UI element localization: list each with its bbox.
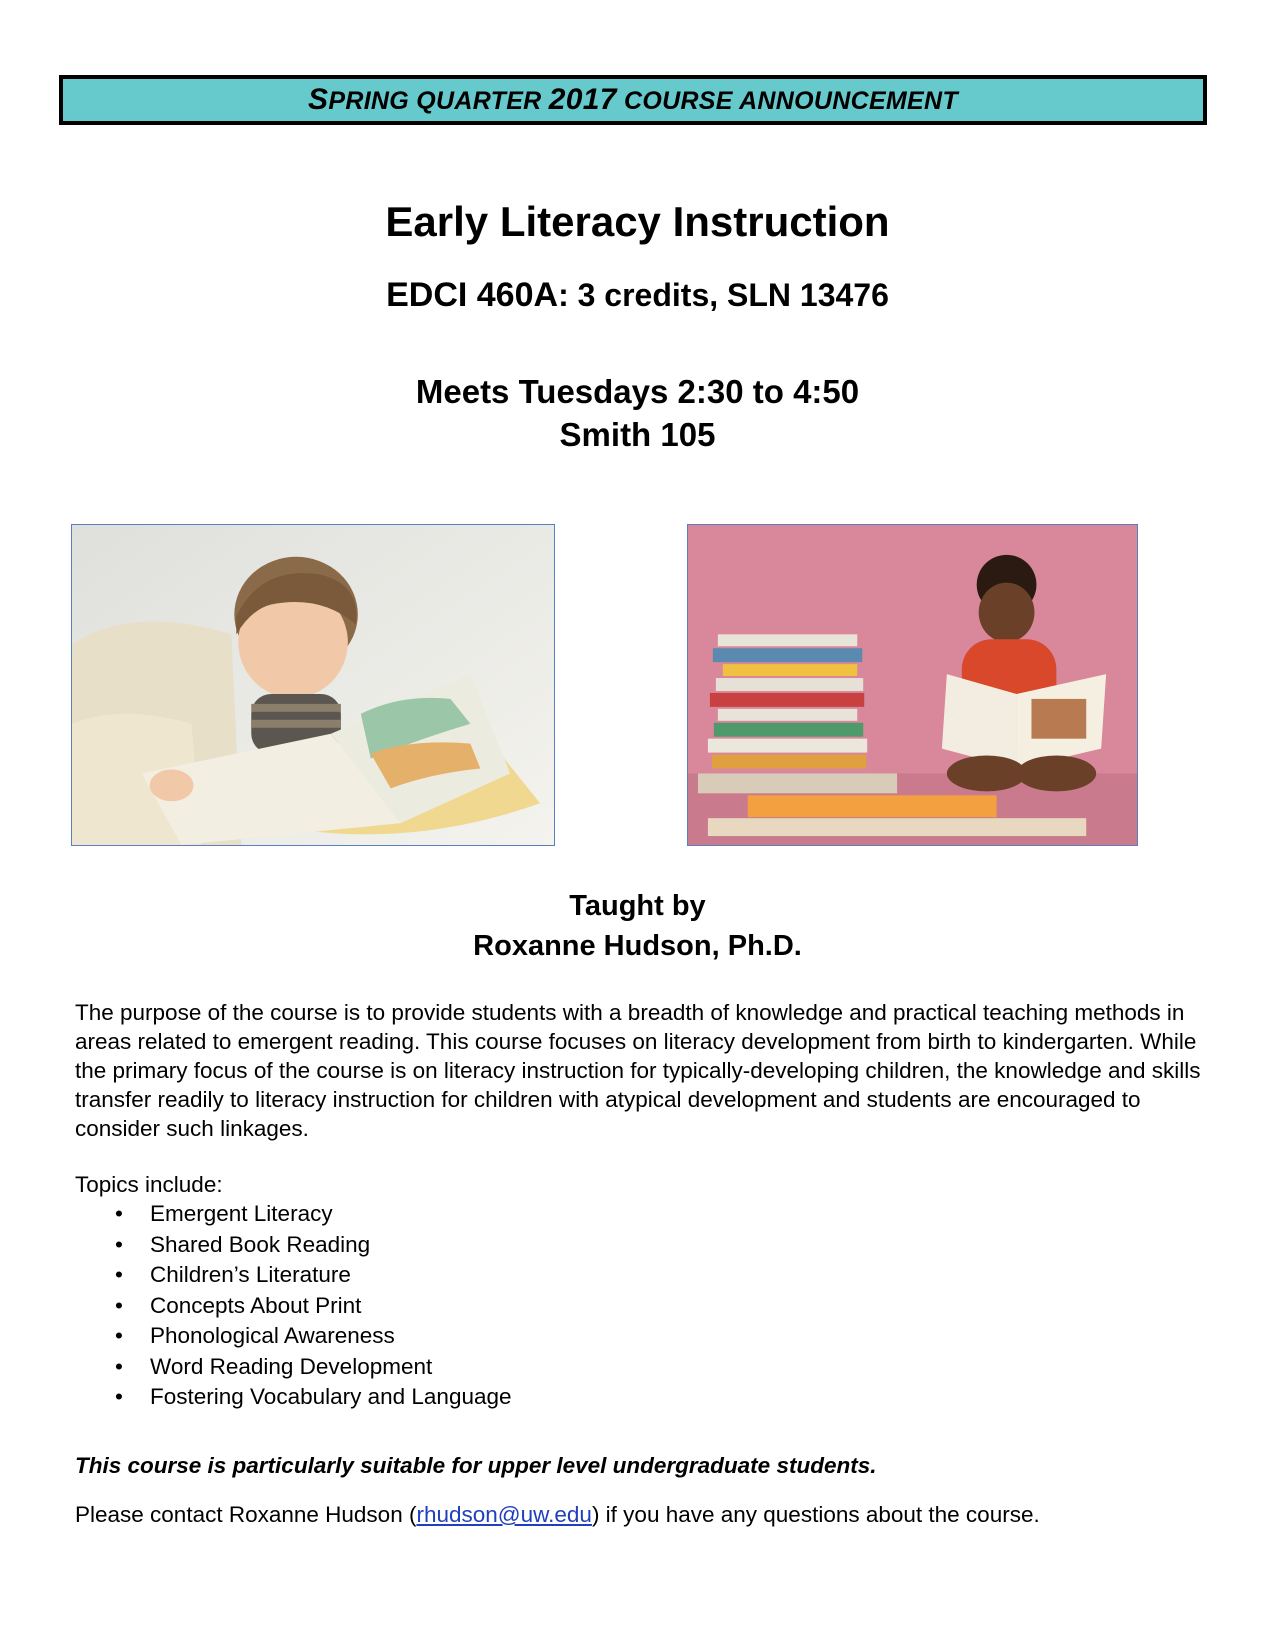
course-details: : 3 credits, SLN 13476 — [558, 277, 889, 313]
list-item: • Emergent Literacy — [75, 1199, 512, 1230]
topics-label: Topics include: — [75, 1172, 223, 1197]
suitability-note: This course is particularly suitable for upper level undergraduate students. — [75, 1453, 877, 1478]
topics-list — [75, 1199, 512, 1413]
child-reading-photo-right — [687, 524, 1138, 846]
meeting-room: Smith 105 — [559, 416, 716, 453]
child-on-couch-image — [72, 525, 554, 845]
child-with-books-image — [688, 525, 1137, 845]
taught-by-label: Taught by — [569, 890, 706, 922]
list-item: • Fostering Vocabulary and Language — [75, 1382, 512, 1413]
course-code-line — [0, 276, 1275, 315]
instructor-name: Roxanne Hudson, Ph.D. — [473, 930, 802, 962]
list-item: • Shared Book Reading — [75, 1230, 512, 1261]
list-item: • Children’s Literature — [75, 1260, 512, 1291]
course-title: Early Literacy Instruction — [385, 198, 890, 245]
meeting-time: Meets Tuesdays 2:30 to 4:50 — [415, 373, 860, 410]
contact-line — [75, 1500, 1205, 1529]
course-description: The purpose of the course is to provide students with a breadth of knowledge and practical teaching methods in areas related to emergent reading. This course focuses on literacy development from birth to kindergarten. While the primary focus of the course is on literacy instruction for typically-developing children, the knowledge and skills transfer readily to literacy instruction for children with atypical development and students are encouraged to consider such linkages. — [75, 1000, 1201, 1141]
list-item: • Concepts About Print — [75, 1291, 512, 1322]
contact-text-after: ) if you have any questions about the course. — [591, 1502, 1040, 1527]
announcement-banner — [59, 75, 1207, 125]
list-item: • Word Reading Development — [75, 1352, 512, 1383]
banner-text: SPRING QUARTER 2017 COURSE ANNOUNCEMENT — [308, 83, 958, 116]
course-code: EDCI 460A — [386, 276, 559, 314]
child-reading-photo-left — [71, 524, 555, 846]
email-link[interactable]: rhudson@uw.edu — [416, 1502, 592, 1527]
contact-text-before: Please contact Roxanne Hudson ( — [75, 1502, 417, 1527]
list-item: • Phonological Awareness — [75, 1321, 512, 1352]
